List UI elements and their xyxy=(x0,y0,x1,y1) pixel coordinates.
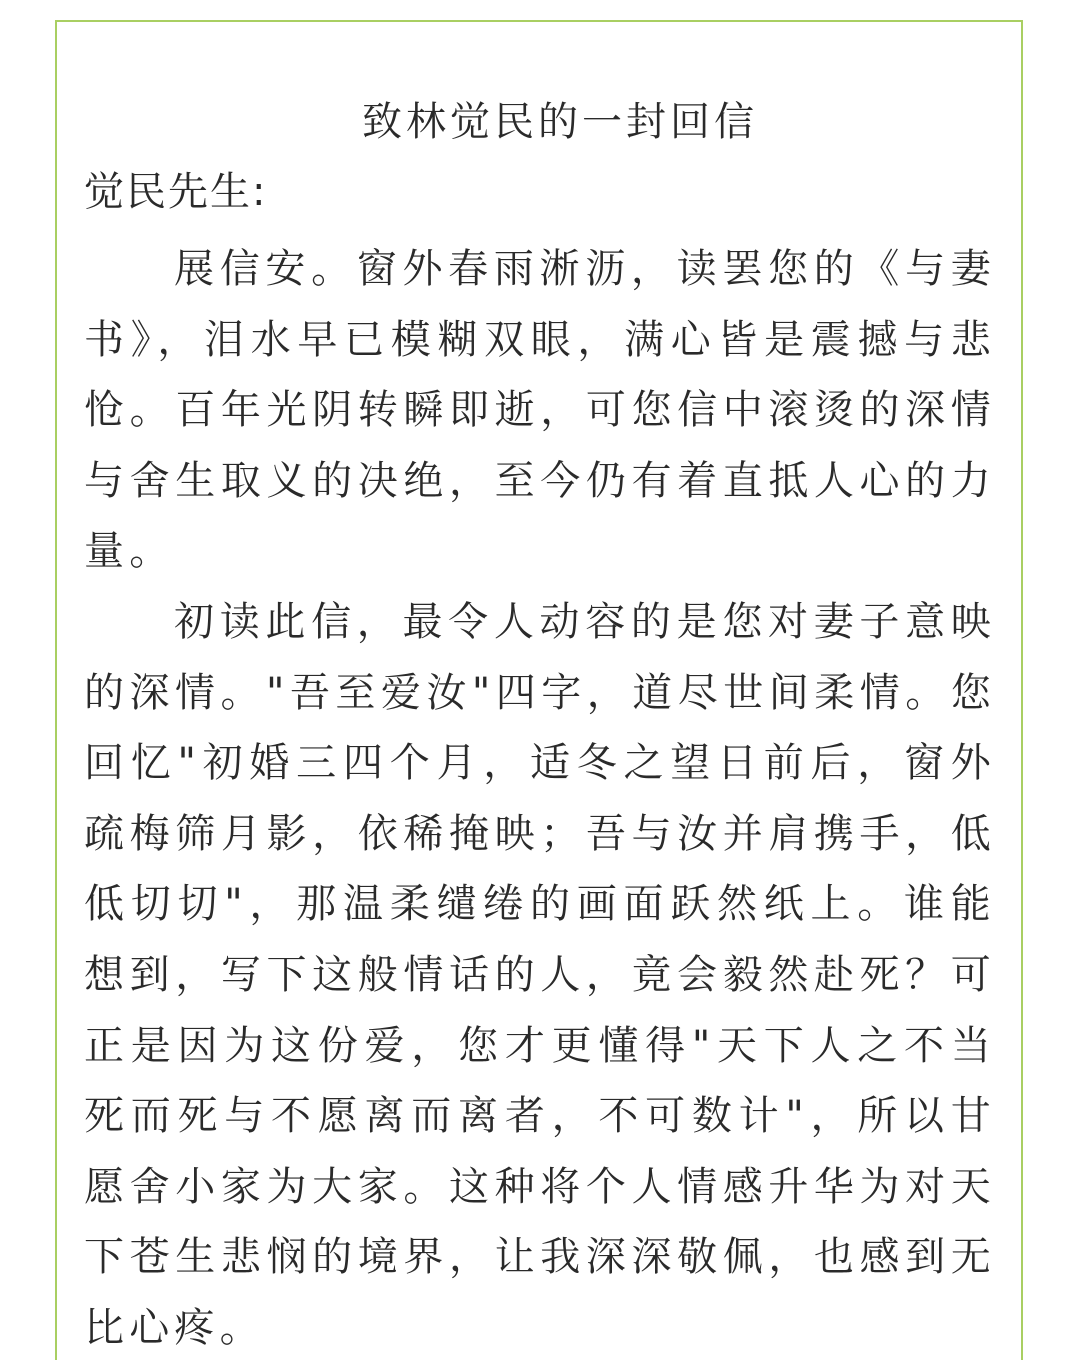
salutation: 觉民先生: xyxy=(84,169,268,215)
letter-title: 致林觉民的一封回信 xyxy=(362,99,758,145)
paragraph-2: 初读此信，最令人动容的是您对妻子意映的深情。"吾至爱汝"四字，道尽世间柔情。您回忆"初婚三四个月，适冬之望日前后，窗外疏梅筛月影，依稀掩映；吾与汝并肩携手，低低切切"，那温柔缱绻的画面跃然纸上。谁能想到，写下这般情话的人，竟会毅然赴死？可正是因为这份爱，您才更懂得"天下人之不当死而死与不愿离而离者，不可数计"，所以甘愿舍小家为大家。这种将个人情感升华为对天下苍生悲悯的境界，让我深深敬佩，也感到无比心疼。 xyxy=(84,598,996,1351)
paragraph-1: 展信安。窗外春雨淅沥，读罢您的《与妻书》，泪水早已模糊双眼，满心皆是震撼与悲怆。百年光阴转瞬即逝，可您信中滚烫的深情与舍生取义的决绝，至今仍有着直抵人心的力量。 xyxy=(84,246,996,575)
letter-body xyxy=(84,234,996,1364)
